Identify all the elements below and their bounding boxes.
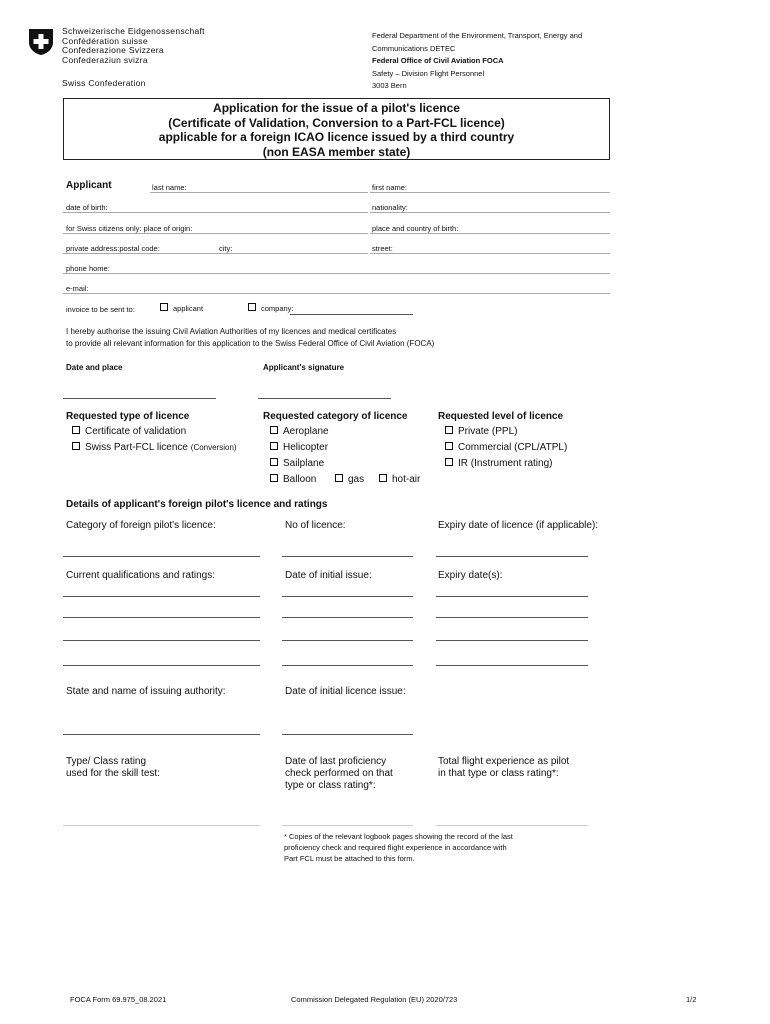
checkbox-icon[interactable] bbox=[379, 474, 387, 482]
title-line-4: (non EASA member state) bbox=[262, 144, 411, 159]
page-number: 1/2 bbox=[686, 995, 697, 1004]
foreign-category-field[interactable] bbox=[63, 556, 260, 557]
type-rating-field[interactable] bbox=[63, 825, 260, 826]
initial-licence-issue-label: Date of initial licence issue: bbox=[285, 686, 406, 697]
ppl-checkbox[interactable] bbox=[445, 426, 517, 437]
cpl-atpl-label: Commercial (CPL/ATPL) bbox=[458, 442, 568, 453]
helicopter-checkbox[interactable] bbox=[270, 442, 328, 453]
initial-issue-label: Date of initial issue: bbox=[285, 570, 372, 581]
place-country-birth-label: place and country of birth: bbox=[372, 224, 459, 233]
initial-licence-issue-field[interactable] bbox=[282, 734, 413, 735]
licence-number-label: No of licence: bbox=[285, 520, 346, 531]
balloon-label: Balloon bbox=[283, 474, 317, 485]
invoice-to-label: invoice to be sent to: bbox=[66, 305, 135, 314]
issuing-authority-field[interactable] bbox=[63, 734, 260, 735]
title-line-3: applicable for a foreign ICAO licence issued by a third country bbox=[158, 130, 515, 144]
checkbox-icon[interactable] bbox=[445, 442, 453, 450]
signature-field[interactable] bbox=[258, 398, 391, 399]
regulation-reference: Commission Delegated Regulation (EU) 2020/723 bbox=[291, 995, 458, 1004]
authority-line-5: 3003 Bern bbox=[372, 81, 407, 90]
sailplane-checkbox[interactable] bbox=[270, 458, 324, 469]
nationality-field[interactable] bbox=[370, 212, 610, 213]
proficiency-check-field[interactable] bbox=[282, 825, 413, 826]
swiss-cross-logo bbox=[28, 28, 54, 56]
company-field[interactable] bbox=[290, 314, 413, 315]
validation-label: Certificate of validation bbox=[85, 426, 187, 437]
footnote-line-3: Part FCL must be attached to this form. bbox=[284, 854, 415, 863]
current-qualifications-label: Current qualifications and ratings: bbox=[66, 570, 215, 581]
flight-experience-field[interactable] bbox=[436, 825, 588, 826]
initial-issue-field[interactable] bbox=[282, 617, 413, 618]
checkbox-icon[interactable] bbox=[335, 474, 343, 482]
ppl-label: Private (PPL) bbox=[458, 426, 518, 437]
expiry-dates-label: Expiry date(s): bbox=[438, 570, 503, 581]
helicopter-label: Helicopter bbox=[283, 442, 329, 453]
aeroplane-checkbox[interactable] bbox=[270, 426, 329, 437]
sailplane-label: Sailplane bbox=[283, 458, 325, 469]
qualification-field[interactable] bbox=[63, 617, 260, 618]
conversion-checkbox[interactable] bbox=[72, 442, 237, 453]
postal-code-label: private address:postal code: bbox=[66, 244, 160, 253]
qualification-field[interactable] bbox=[63, 596, 260, 597]
footnote-line-2: proficiency check and required flight experience in accordance with bbox=[284, 843, 507, 852]
place-country-birth-field[interactable] bbox=[370, 233, 610, 234]
expiry-date-field[interactable] bbox=[436, 665, 588, 666]
invoice-company-label: company: bbox=[261, 304, 294, 313]
checkbox-icon[interactable] bbox=[270, 474, 278, 482]
postal-city-field[interactable] bbox=[63, 253, 368, 254]
expiry-date-field[interactable] bbox=[436, 640, 588, 641]
checkbox-icon[interactable] bbox=[248, 303, 256, 311]
hot-air-label: hot-air bbox=[392, 474, 421, 485]
authority-line-3: Federal Office of Civil Aviation FOCA bbox=[372, 56, 504, 65]
place-of-origin-label: for Swiss citizens only: place of origin: bbox=[66, 224, 193, 233]
licence-level-heading: Requested level of licence bbox=[438, 411, 564, 422]
footnote bbox=[284, 831, 513, 864]
checkbox-icon[interactable] bbox=[72, 426, 80, 434]
last-name-field[interactable] bbox=[150, 192, 368, 193]
licence-category-heading: Requested category of licence bbox=[263, 411, 408, 422]
logo-line-4: Confederaziun svizra bbox=[62, 54, 148, 65]
checkbox-icon[interactable] bbox=[445, 426, 453, 434]
checkbox-icon[interactable] bbox=[160, 303, 168, 311]
date-of-birth-field[interactable] bbox=[63, 212, 368, 213]
checkbox-icon[interactable] bbox=[445, 458, 453, 466]
logo-line-1: Schweizerische Eidgenossenschaft bbox=[62, 26, 205, 36]
invoice-applicant-checkbox[interactable] bbox=[160, 303, 203, 313]
city-label: city: bbox=[219, 244, 233, 253]
proficiency-label-line-1: Date of last proficiency bbox=[285, 756, 387, 767]
logo-line-2: Confédération suisse bbox=[62, 35, 148, 46]
logo-line-3: Confederazione Svizzera bbox=[62, 45, 164, 55]
validation-checkbox[interactable] bbox=[72, 426, 186, 437]
date-place-field[interactable] bbox=[63, 398, 216, 399]
type-rating-label-line-2: used for the skill test: bbox=[66, 768, 160, 779]
type-rating-label bbox=[66, 756, 160, 780]
date-of-birth-label: date of birth: bbox=[66, 203, 108, 212]
checkbox-icon[interactable] bbox=[270, 458, 278, 466]
checkbox-icon[interactable] bbox=[270, 442, 278, 450]
last-name-label: last name: bbox=[152, 183, 187, 192]
conversion-suffix: (Conversion) bbox=[190, 443, 237, 452]
proficiency-label-line-3: type or class rating*: bbox=[285, 780, 376, 791]
invoice-company-checkbox[interactable] bbox=[248, 303, 294, 313]
phone-home-field[interactable] bbox=[63, 273, 610, 274]
aeroplane-label: Aeroplane bbox=[283, 426, 329, 437]
ir-label: IR (Instrument rating) bbox=[458, 458, 553, 469]
initial-issue-field[interactable] bbox=[282, 596, 413, 597]
ir-checkbox[interactable] bbox=[445, 458, 552, 469]
authority-line-1: Federal Department of the Environment, Transport, Energy and bbox=[372, 31, 583, 40]
street-field[interactable] bbox=[370, 253, 610, 254]
nationality-label: nationality: bbox=[372, 203, 408, 212]
qualification-field[interactable] bbox=[63, 640, 260, 641]
invoice-applicant-label: applicant bbox=[173, 304, 204, 313]
expiry-date-field[interactable] bbox=[436, 596, 588, 597]
phone-home-label: phone home: bbox=[66, 264, 110, 273]
authority-line-2: Communications DETEC bbox=[372, 43, 456, 53]
form-number: FOCA Form 69.975_08.2021 bbox=[70, 995, 167, 1004]
gas-label: gas bbox=[348, 474, 365, 485]
authority-line-4: Safety – Division Flight Personnel bbox=[372, 68, 485, 78]
street-label: street: bbox=[372, 244, 393, 253]
place-of-origin-field[interactable] bbox=[63, 233, 368, 234]
licence-number-field[interactable] bbox=[282, 556, 413, 557]
authorisation-line-1: I hereby authorise the issuing Civil Aviation Authorities of my licences and medical certificates bbox=[66, 327, 397, 336]
gas-checkbox[interactable] bbox=[335, 474, 364, 485]
initial-issue-field[interactable] bbox=[282, 665, 413, 666]
flight-experience-label bbox=[438, 756, 569, 780]
flight-experience-label-line-2: in that type or class rating*: bbox=[438, 768, 559, 779]
footnote-line-1: * Copies of the relevant logbook pages showing the record of the last bbox=[284, 832, 513, 841]
checkbox-icon[interactable] bbox=[270, 426, 278, 434]
expiry-date-field[interactable] bbox=[436, 617, 588, 618]
licence-type-heading: Requested type of licence bbox=[66, 411, 190, 422]
email-field[interactable] bbox=[63, 293, 610, 294]
proficiency-check-label bbox=[285, 756, 393, 792]
hot-air-checkbox[interactable] bbox=[379, 474, 420, 485]
swiss-confederation-label: Swiss Confederation bbox=[62, 78, 146, 88]
title-line-1: Application for the issue of a pilot's licence bbox=[213, 101, 460, 115]
title-line-2: (Certificate of Validation, Conversion to a Part-FCL licence) bbox=[168, 115, 505, 130]
email-label: e-mail: bbox=[66, 284, 89, 293]
details-heading: Details of applicant's foreign pilot's licence and ratings bbox=[66, 499, 328, 510]
authority-block bbox=[372, 30, 582, 93]
title-box bbox=[63, 98, 610, 160]
type-rating-label-line-1: Type/ Class rating bbox=[66, 756, 147, 767]
cpl-atpl-checkbox[interactable] bbox=[445, 442, 567, 453]
flight-experience-label-line-1: Total flight experience as pilot bbox=[438, 756, 570, 767]
swiss-cross-icon bbox=[28, 28, 54, 56]
authorisation-text bbox=[66, 326, 434, 350]
licence-expiry-label: Expiry date of licence (if applicable): bbox=[438, 520, 599, 531]
balloon-checkbox[interactable] bbox=[270, 474, 316, 485]
foreign-category-label: Category of foreign pilot's licence: bbox=[66, 520, 216, 531]
first-name-field[interactable] bbox=[370, 192, 610, 193]
issuing-authority-label: State and name of issuing authority: bbox=[66, 686, 226, 697]
signature-label: Applicant's signature bbox=[263, 363, 345, 372]
proficiency-label-line-2: check performed on that bbox=[285, 768, 393, 779]
first-name-label: first name: bbox=[372, 183, 408, 192]
licence-expiry-field[interactable] bbox=[436, 556, 588, 557]
conversion-label: Swiss Part-FCL licence bbox=[85, 442, 188, 453]
checkbox-icon[interactable] bbox=[72, 442, 80, 450]
date-place-label: Date and place bbox=[66, 363, 123, 372]
qualification-field[interactable] bbox=[63, 665, 260, 666]
initial-issue-field[interactable] bbox=[282, 640, 413, 641]
applicant-heading: Applicant bbox=[66, 180, 112, 191]
authorisation-line-2: to provide all relevant information for this application to the Swiss Federal Office of Civil Aviation (FOCA) bbox=[66, 339, 435, 348]
confederation-names bbox=[62, 27, 205, 65]
